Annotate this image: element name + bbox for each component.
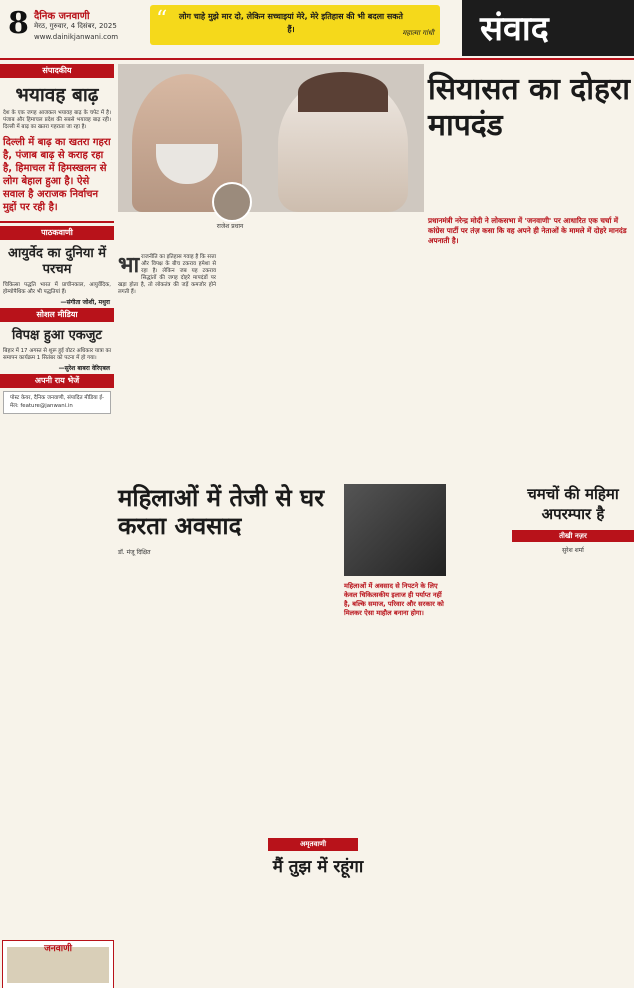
section3-text: बिहार में 17 अगस्त से शुरू हुई वोटर अधिकार यात्रा का समापन कार्यक्रम 1 सितंबर को पटना में हो गया। xyxy=(3,348,111,362)
paper-name: दैनिक जनवाणी xyxy=(34,11,90,22)
editorial-title: भयावह बाढ़ xyxy=(15,84,99,106)
letters-text: पोस्ट केयर, दैनिक जनवाणी, संपादित मीडिया ई-मेल: feature@janwani.in xyxy=(10,395,104,409)
quote-author: महात्मा गांधी xyxy=(402,29,434,37)
section2-head: पाठकवाणी xyxy=(0,226,114,240)
story2-lede: महिलाओं में अवसाद से निपटने के लिए केवल चिकित्सकीय इलाज ही पर्याप्त नहीं है, बल्कि समाज, परिवार और सरकार को मिलकर ऐसा माहौल बनाना होगा। xyxy=(344,582,444,617)
author-avatar xyxy=(212,182,252,222)
story3-title: चमचों की महिमा अपरम्पार है xyxy=(527,485,619,523)
story-chamchon xyxy=(512,484,634,554)
bottom-title: मैं तुझ में रहूंगा xyxy=(272,857,364,877)
quote-box xyxy=(150,5,440,45)
letters-head: अपनी राय भेजें xyxy=(0,374,114,388)
hero-title: सियासत का दोहरा मापदंड xyxy=(428,72,630,143)
story-depression xyxy=(118,484,508,734)
dropcap: भा xyxy=(118,252,140,278)
story2-author: डॉ. मंजू दिक्षित xyxy=(118,549,151,556)
section3-title: विपक्ष हुआ एकजुट xyxy=(12,328,102,344)
editorial-pull-quote: दिल्ली में बाढ़ का खतरा गहरा है, पंजाब बाढ़ से कराह रहा है, हिमाचल में हिमस्खलन से लोग बेहाल हुआ है। ऐसे सवाल है अराजक निर्वाचन मुद्दों पर रही है। xyxy=(3,136,111,213)
story3-author: सुरेश शर्मा xyxy=(562,547,584,554)
quote-text: लोग चाहे मुझे मार दो, लेकिन सच्चाइयां मेरे, मेरे इतिहास की भी बदला सकते हैं। xyxy=(179,12,403,34)
story2-photo xyxy=(344,484,446,576)
politician-photo-right xyxy=(278,76,408,212)
bottom-section: अमृतवाणी xyxy=(268,838,358,851)
left-column xyxy=(0,64,114,988)
section-title: संवाद xyxy=(480,9,549,49)
author-name: राजेश प्रधान xyxy=(216,223,244,230)
section2-title: आयुर्वेद का दुनिया में परचम xyxy=(7,245,107,277)
promo-label: जनवाणी xyxy=(44,944,72,954)
editorial-text: देश के एक जगह आजकल भयावह बाढ़ के चपेट में है। पंजाब और हिमाचल प्रदेश की सबसे भयावह बाढ़ रही। दिल्ली में बाढ़ का खतरा गहराता जा रहा है। xyxy=(3,110,111,131)
website-link[interactable]: www.dainikjanwani.com xyxy=(34,33,119,41)
masthead xyxy=(0,0,634,62)
section-banner xyxy=(462,0,634,56)
letters-card xyxy=(3,391,111,413)
editorial-head: संपादकीय xyxy=(0,64,114,78)
page-number: 8 xyxy=(8,6,29,41)
section2-signature: —संगीता जोशी, मथुरा xyxy=(60,299,110,307)
promo-box xyxy=(2,940,114,988)
quote-mark-icon: “ xyxy=(156,7,168,32)
section2-text: चिकित्सा पद्धति भारत में प्राचीनकाल, आयुर्वेदिक, होम्योपैथिक और भी पद्धतियां हैं। xyxy=(3,281,111,295)
masthead-divider xyxy=(0,58,634,60)
story3-section: तीखी नज़र xyxy=(512,530,634,542)
hero-lede: प्रधानमंत्री नरेन्द्र मोदी ने लोकसभा में 'जनवाणी' पर आधारित एक चर्चा में कांग्रेस पार्टी पर तंज़ कसा कि वह अपने ही नेताओं के मामले में दोहरे मानदंड अपनाती है। xyxy=(428,216,627,245)
section3-signature: —सुरेश बाबरा वेरिएबल xyxy=(58,365,110,373)
section3-head: सोशल मीडिया xyxy=(0,308,114,322)
hero-photo xyxy=(118,64,424,212)
divider xyxy=(0,221,114,223)
dateline: मेरठ, गुरुवार, 4 दिसंबर, 2025 xyxy=(34,22,117,30)
hero-body-text: भाराजनीति का इतिहास गवाह है कि सत्ता और विपक्ष के बीच टकराव हमेशा से रहा है। लेकिन जब यह टकराव सिद्धांतों की जगह दोहरे मापदंडों पर खड़ा होता है, तो लोकतंत्र की जड़ें कमजोर होने लगती हैं। xyxy=(118,252,216,296)
bottom-story xyxy=(118,836,634,988)
story2-title: महिलाओं में तेजी से घर करता अवसाद xyxy=(118,483,325,540)
